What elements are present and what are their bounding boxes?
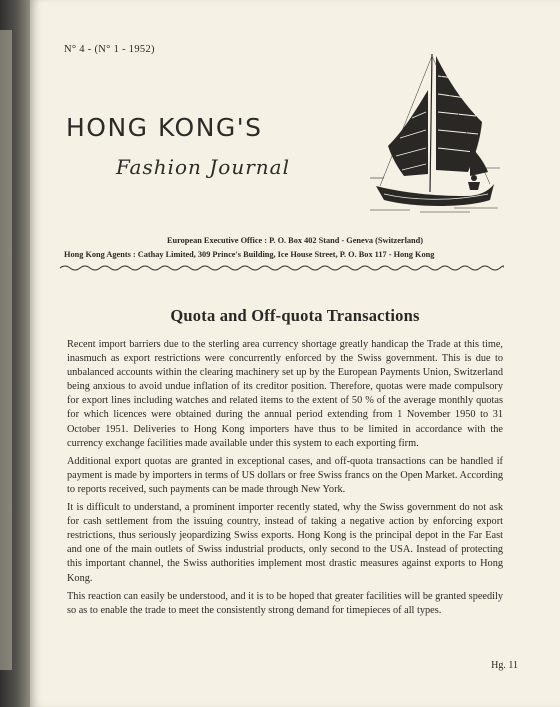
left-page-edge [0,30,12,670]
article-paragraph: This reaction can easily be understood, and it is to be hoped that greater facilities will be granted speedily so as to enable the trade to meet the consistently strong demand for timepieces of all types. [67,590,503,616]
junk-boat-icon [370,50,500,218]
article-paragraph: Additional export quotas are granted in exceptional cases, and off-quota transactions can be handled if payment is made by importers in terms of US dollars or free Swiss francs on the Open Market. According to reports received, such payments can be made through New York. [67,455,503,495]
journal-page [30,0,560,707]
article-paragraph: Recent import barriers due to the sterling area currency shortage greatly handicap the Trade at this time, inasmuch as export restrictions were concurrently enforced by the Swiss government. This is due to unbalanced accounts within the clearing machinery set up by the European Payments Union, Switzerland being anxious to avoid undue inflation of its creditor position. Therefore, quotas were made compulsory for export lines including watches and related items to the extent of 50 % of the average monthly quotas for which licences were obtained during the annual period extending from 1 November 1950 to 31 October 1951. Deliveries to Hong Kong importers have thus to be limited in accordance with the currency exchange facilities made available under this system to each exporting firm. [67,339,503,449]
executive-office-address: European Executive Office : P. O. Box 402 Stand - Geneva (Switzerland) [166,236,424,245]
article-body [67,338,503,622]
hong-kong-agents-address: Hong Kong Agents : Cathay Limited, 309 Prince's Building, Ice House Street, P. O. Box 117 - Hong Kong [64,250,435,259]
page-number: Hg. 11 [491,660,518,671]
journal-subtitle: Fashion Journal [116,155,290,179]
journal-title: HONG KONG'S [66,113,263,142]
article-title: Quota and Off-quota Transactions [170,306,420,325]
issue-number: N° 4 - (N° 1 - 1952) [64,44,155,55]
article-paragraph: It is difficult to understand, a prominent importer recently stated, why the Swiss government do not ask for cash settlement from the issuing country, instead of taking a negative action by enforcing export restrictions, thus seriously jeopardizing Swiss exports. Hong Kong is the principal depot in the Far East and one of the main outlets of Swiss industrial products, only second to the USA. Instead of protecting this important channel, the Swiss authorities implement most drastic measures against exports to Hong Kong. [67,502,503,584]
wave-divider [60,263,504,273]
